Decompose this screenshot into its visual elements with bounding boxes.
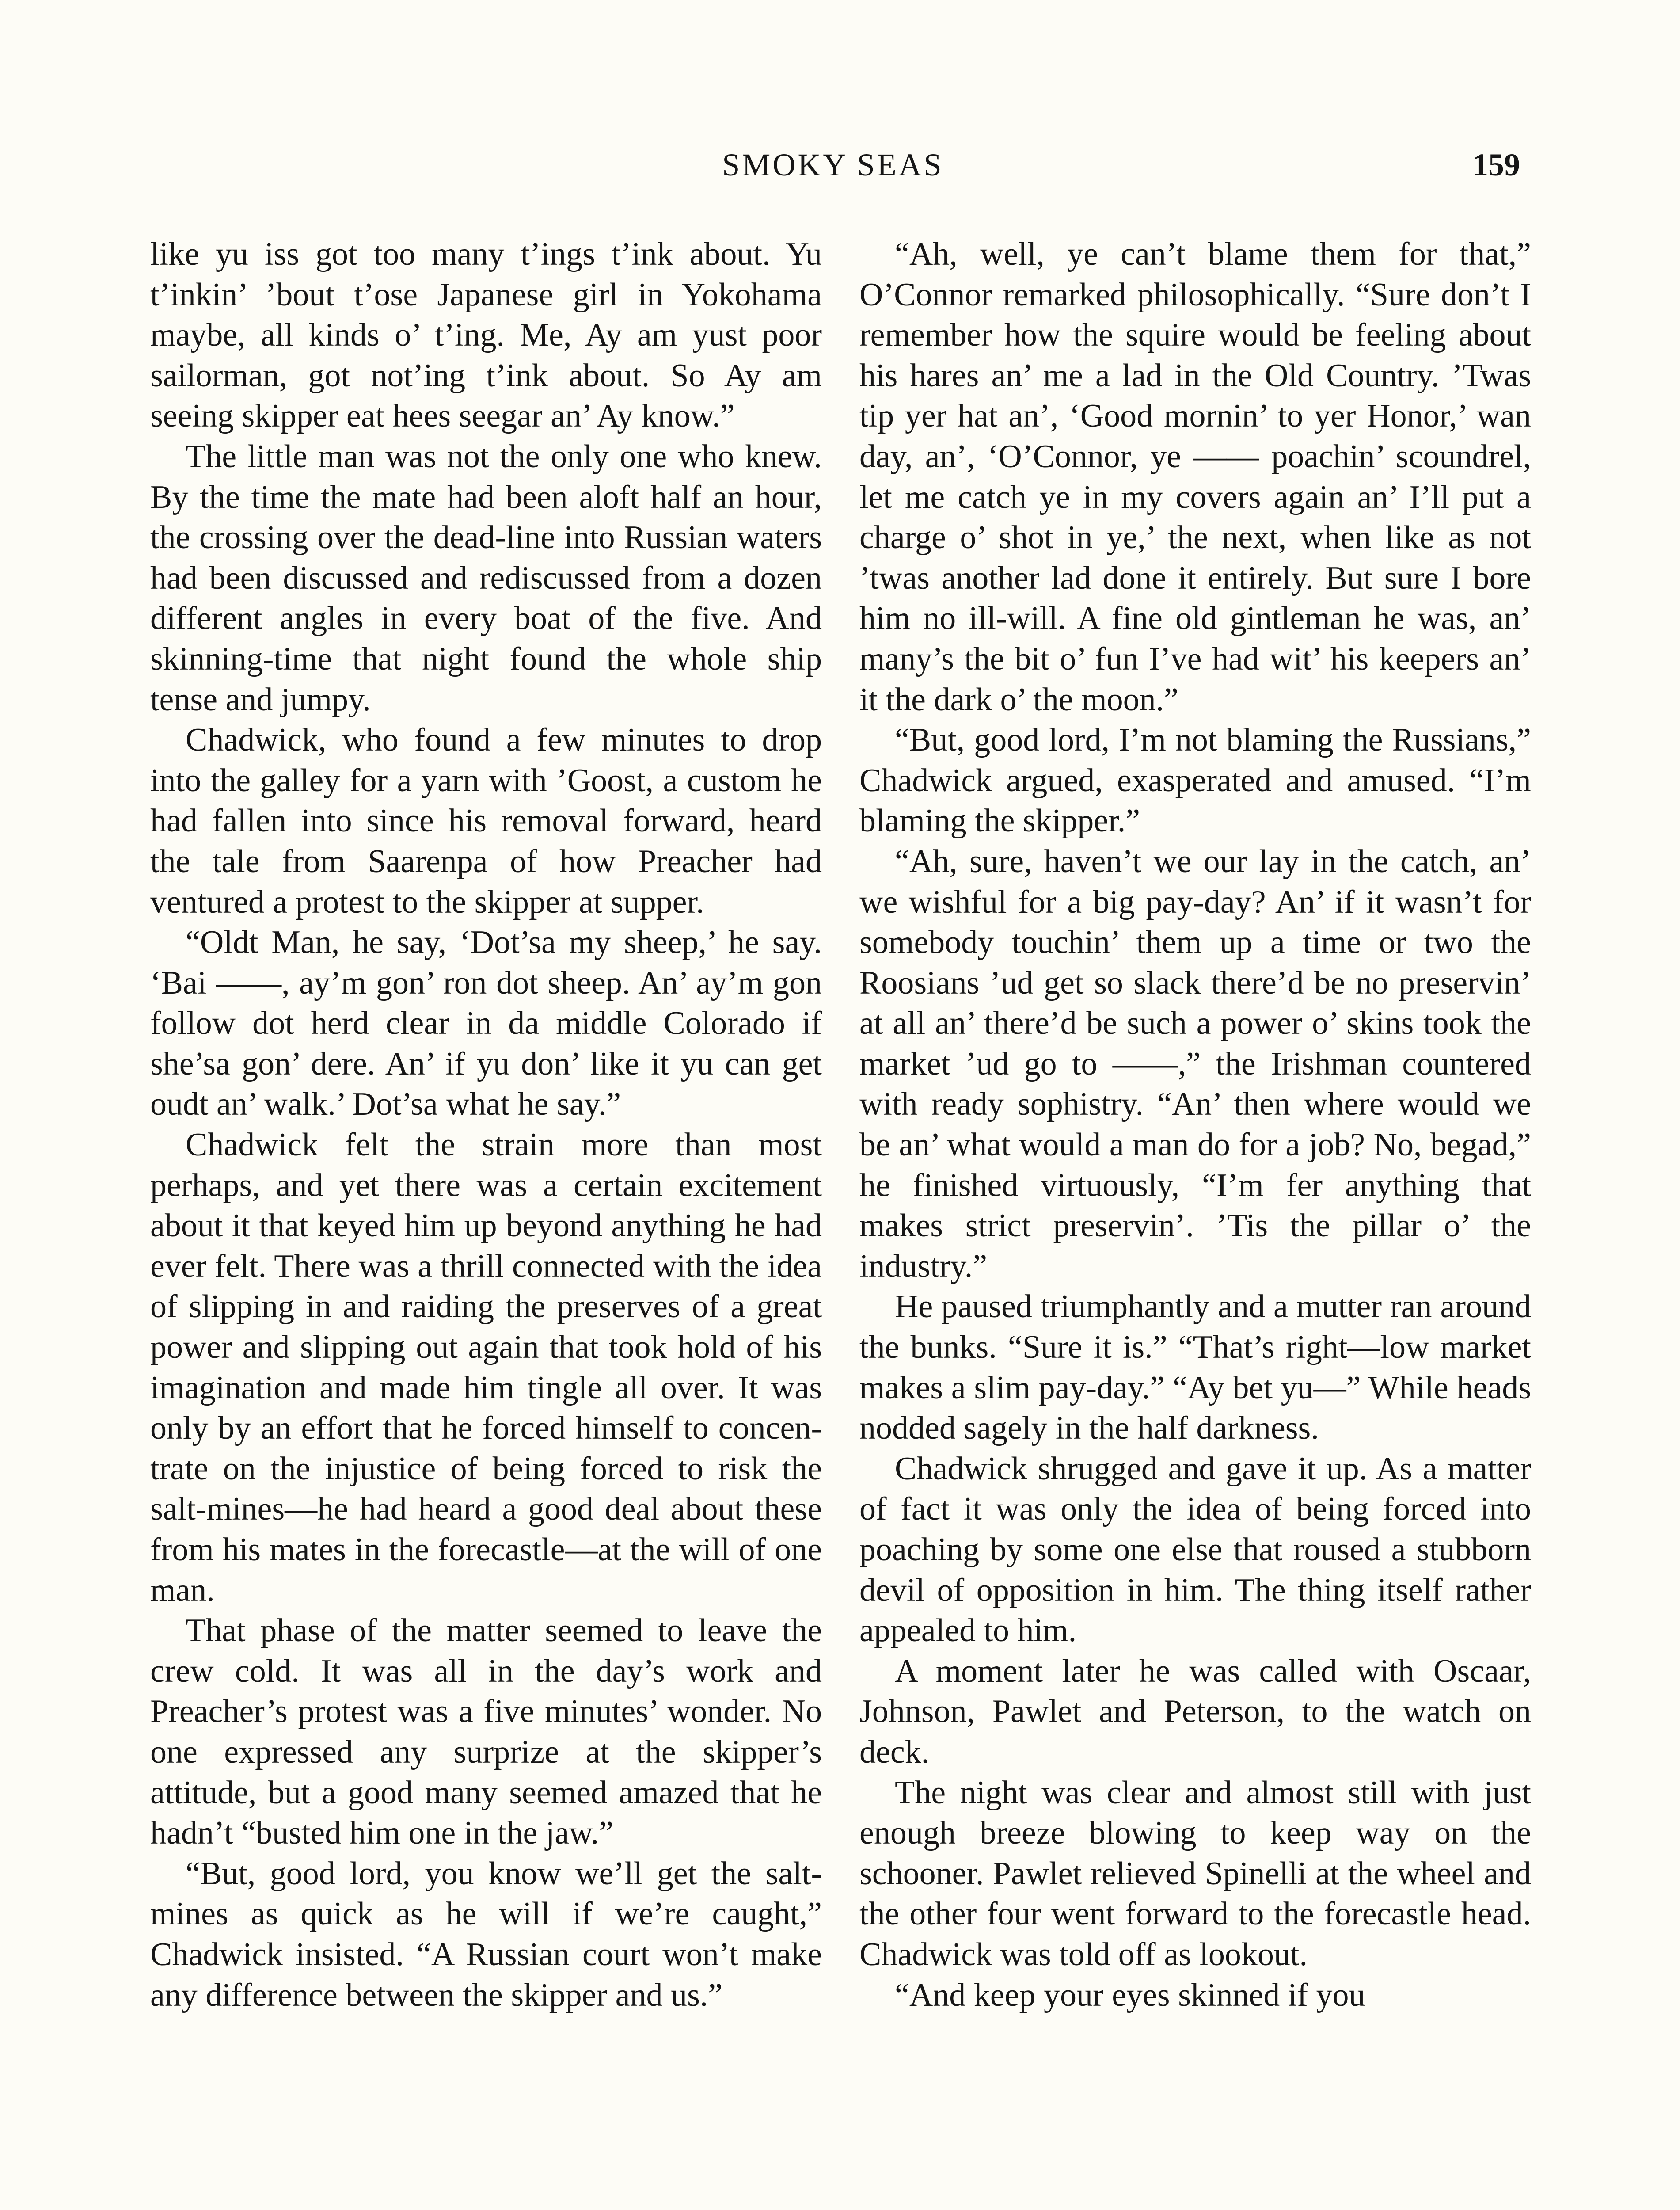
- paragraph: “And keep your eyes skinned if you: [895, 1977, 1365, 2013]
- page-header: [146, 141, 1520, 189]
- paragraph: He paused triumphantly and a mutter ran around the bunks. “Sure it is.” “That’s right—low market makes a slim pay-day.” “Ay bet yu—” While heads nodded sagely in the half darkness.: [859, 1288, 1531, 1447]
- paragraph: The little man was not the only one who knew. By the time the mate had been aloft half an hour, the crossing over the dead-line into Russian waters had been discussed and rediscussed from a dozen different angles in every boat of the five. And skinning-time that night found the whole ship tense and jumpy.: [150, 438, 822, 718]
- paragraph: Chadwick, who found a few minutes to drop into the galley for a yarn with ’Goost, a custom he had fallen into since his removal forward, heard the tale from Saarenpa of how Preacher had ventured a protest to the skipper at supper.: [150, 722, 822, 920]
- paragraph: like yu iss got too many t’ings t’ink about. Yu t’inkin’ ’bout t’ose Japanese girl in Yokohama maybe, all kinds o’ t’ing. Me, Ay am yust poor sailorman, got not’ing t’ink about. So Ay am seeing skipper eat hees seegar an’ Ay know.”: [150, 236, 822, 434]
- paragraph: “Ah, well, ye can’t blame them for that,” O’Connor remarked philosophically. “Sure don’t I remember how the squire would be feeling about his hares an’ me a lad in the Old Country. ’Twas tip yer hat an’, ‘Good mornin’ to yer Honor,’ wan day, an’, ‘O’Connor, ye —— poachin’ scoundrel, let me catch ye in my covers again an’ I’ll put a charge o’ shot in ye,’ the next, when like as not ’twas another lad done it entirely. But sure I bore him no ill-will. A fine old gintleman he was, an’ many’s the bit o’ fun I’ve had wit’ his keepers an’ it the dark o’ the moon.”: [859, 236, 1531, 718]
- paragraph: A moment later he was called with Oscaar, Johnson, Pawlet and Peterson, to the watch on deck.: [859, 1653, 1531, 1770]
- paragraph: “But, good lord, you know we’ll get the salt-mines as quick as he will if we’re caught,” Chadwick insisted. “A Russian court won’t make any difference between the skipper and us.”: [150, 1855, 822, 2013]
- paragraph: The night was clear and almost still with just enough breeze blowing to keep way on the schooner. Pawlet relieved Spinelli at the wheel and the other four went forward to the forecastle head. Chadwick was told off as lookout.: [859, 1774, 1531, 1973]
- paragraph: That phase of the matter seemed to leave the crew cold. It was all in the day’s work and Preacher’s protest was a five minutes’ wonder. No one expressed any surprize at the skipper’s attitude, but a good many seemed amazed that he hadn’t “busted him one in the jaw.”: [150, 1612, 822, 1852]
- page-number: 159: [1472, 147, 1520, 183]
- paragraph: “Oldt Man, he say, ‘Dot’sa my sheep,’ he say. ‘Bai ——, ay’m gon’ ron dot sheep. An’ ay’m gon follow dot herd clear in da middle Colorado if she’sa gon’ dere. An’ if yu don’ like it yu can get oudt an’ walk.’ Dot’sa what he say.”: [150, 924, 822, 1123]
- paragraph: Chadwick shrugged and gave it up. As a matter of fact it was only the idea of being forced into poaching by some one else that roused a stubborn devil of opposition in him. The thing itself rather appealed to him.: [859, 1450, 1531, 1649]
- paragraph: “But, good lord, I’m not blaming the Russians,” Chadwick argued, exasperated and amused. “I’m blaming the skipper.”: [859, 722, 1531, 839]
- running-title: SMOKY SEAS: [722, 147, 944, 183]
- paragraph: Chadwick felt the strain more than most perhaps, and yet there was a certain excitement about it that keyed him up beyond anything he had ever felt. There was a thrill connected with the idea of slipping in and raiding the preserves of a great power and slipping out again that took hold of his imagination and made him tingle all over. It was only by an effort that he forced himself to concentrate on the injustice of being forced to risk the salt-mines—he had heard a good deal about these from his mates in the forecastle—at the will of one man.: [150, 1127, 822, 1608]
- left-column: [150, 234, 822, 2016]
- right-column: [859, 234, 1531, 2016]
- paragraph: “Ah, sure, haven’t we our lay in the catch, an’ we wishful for a big pay-day? An’ if it wasn’t for somebody touchin’ them up a time or two the Roosians ’ud get so slack there’d be no preservin’ at all an’ there’d be such a power o’ skins took the market ’ud go to ——,” the Irishman countered with ready sophistry. “An’ then where would we be an’ what would a man do for a job? No, begad,” he finished virtuously, “I’m fer anything that makes strict preservin’. ’Tis the pillar o’ the industry.”: [859, 843, 1531, 1284]
